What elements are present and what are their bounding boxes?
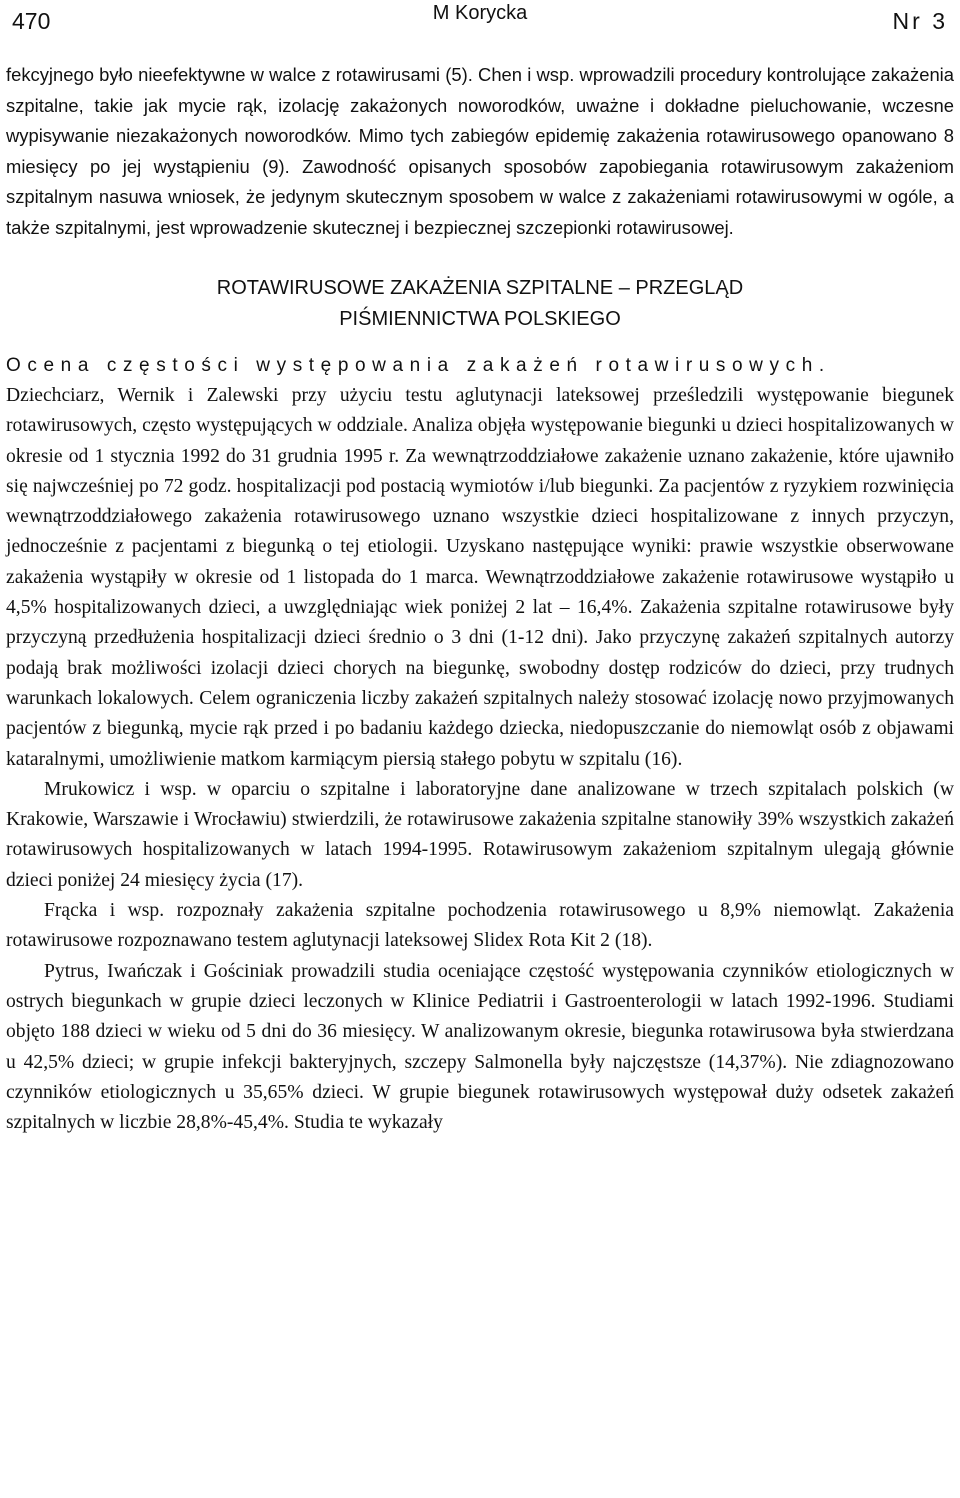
page-number: 470 bbox=[12, 8, 51, 34]
running-head-author: M Korycka bbox=[432, 2, 528, 24]
issue-number: Nr 3 bbox=[892, 8, 948, 34]
section-heading-line-1: ROTAWIRUSOWE ZAKAŻENIA SZPITALNE – PRZEGLĄD bbox=[216, 277, 744, 299]
body-paragraph: Pytrus, Iwańczak i Gościniak prowadzili studia oceniające częstość występowania czynników etiologicznych w ostrych biegunkach w grupie dzieci leczonych w Klinice Pediatrii i Gastroenterologii w latach 1992-1996. Studiami objęto 188 dzieci w wieku od 5 dni do 36 miesięcy. W analizowanym okresie, biegunka rotawirusowa była stwierdzana u 42,5% dzieci; w grupie infekcji bakteryjnych, szczepy Salmonella były najczęstsze (14,37%). Nie zdiagnozowano czynników etiologicznych u 35,65% dzieci. W grupie biegunek rotawirusowych występował duży odsetek zakażeń szpitalnych w liczbie 28,8%-45,4%. Studia te wykazały bbox=[6, 960, 954, 1134]
section-heading-line-2: PIŚMIENNICTWA POLSKIEGO bbox=[339, 308, 621, 330]
body-paragraph: Dziechciarz, Wernik i Zalewski przy użyciu testu aglutynacji lateksowej prześledzili występowanie biegunek rotawirusowych, często występujących w oddziale. Analiza objęła występowanie biegunki u dzieci hospitalizowanych w okresie od 1 stycznia 1992 do 31 grudnia 1995 r. Za wewnątrzoddziałowe zakażenie uznano zakażenie, które ujawniło się najwcześniej po 72 godz. hospitalizacji pod postacią wymiotów i/lub biegunki. Za pacjentów z ryzykiem rozwinięcia wewnątrzoddziałowego zakażenia rotawirusowego uznano wszystkie dzieci hospitalizowane z innych przyczyn, jednocześnie z pacjentami z biegunką o tej etiologii. Uzyskano następujące wyniki: prawie wszystkie obserwowane zakażenia wystąpiły w okresie od 1 listopada do 1 marca. Wewnątrzoddziałowe zakażenie rotawirusowe wystąpiło u 4,5% hospitalizowanych dzieci, a uwzględniając wiek poniżej 2 lat – 16,4%. Zakażenia szpitalne rotawirusowe były przyczyną przedłużenia hospitalizacji dzieci średnio o 3 dni (1-12 dni). Jako przyczynę zakażeń szpitalnych autorzy podają brak możliwości izolacji dzieci chorych na biegunkę, swobodny dostęp rodziców do dzieci, przy trudnych warunkach lokalowych. Celem ograniczenia liczby zakażeń szpitalnych należy stosować izolację nowo przyjmowanych pacjentów z biegunką, mycie rąk przed i po badaniu każdego dziecka, niedopuszczanie do niemowląt osób z objawami kataralnymi, umożliwienie matkom karmiącym piersią stałego pobytu w szpitalu (16). bbox=[6, 385, 954, 770]
intro-text bbox=[6, 60, 954, 243]
intro-paragraph: fekcyjnego było nieefektywne w walce z rotawirusami (5). Chen i wsp. wprowadzili procedury kontrolujące zakażenia szpitalne, takie jak mycie rąk, izolację zakażonych noworodków, uważne i dokładne pieluchowanie, wczesne wypisywanie niezakażonych noworodków. Mimo tych zabiegów epidemię zakażenia rotawirusowego opanowano 8 miesięcy po jej wystąpieniu (9). Zawodność opisanych sposobów zapobiegania rotawirusowym zakażeniom szpitalnym nasuwa wniosek, że jedynym skutecznym sposobem w walce z zakażeniami rotawirusowymi w ogóle, a także szpitalnymi, jest wprowadzenie skutecznej i bezpiecznej szczepionki rotawirusowej. bbox=[6, 64, 954, 238]
section-heading bbox=[6, 273, 954, 335]
body-paragraph: Mrukowicz i wsp. w oparciu o szpitalne i laboratoryjne dane analizowane w trzech szpitalach polskich (w Krakowie, Warszawie i Wrocławiu) stwierdzili, że rotawirusowe zakażenia szpitalne stanowiły 39% wszystkich zakażeń rotawirusowych hospitalizowanych w latach 1994-1995. Rotawirusowym zakażeniom szpitalnym ulegają głównie dzieci poniżej 24 miesięcy życia (17). bbox=[6, 778, 954, 891]
running-head bbox=[6, 0, 954, 60]
body-paragraph: Frącka i wsp. rozpoznały zakażenia szpitalne pochodzenia rotawirusowego u 8,9% niemowląt. Zakażenia rotawirusowe rozpoznawano testem aglutynacji lateksowej Slidex Rota Kit 2 (18). bbox=[6, 900, 954, 952]
section-body bbox=[6, 381, 954, 1138]
subsection-heading: Ocena częstości występowania zakażeń rotawirusowych. bbox=[6, 355, 831, 376]
